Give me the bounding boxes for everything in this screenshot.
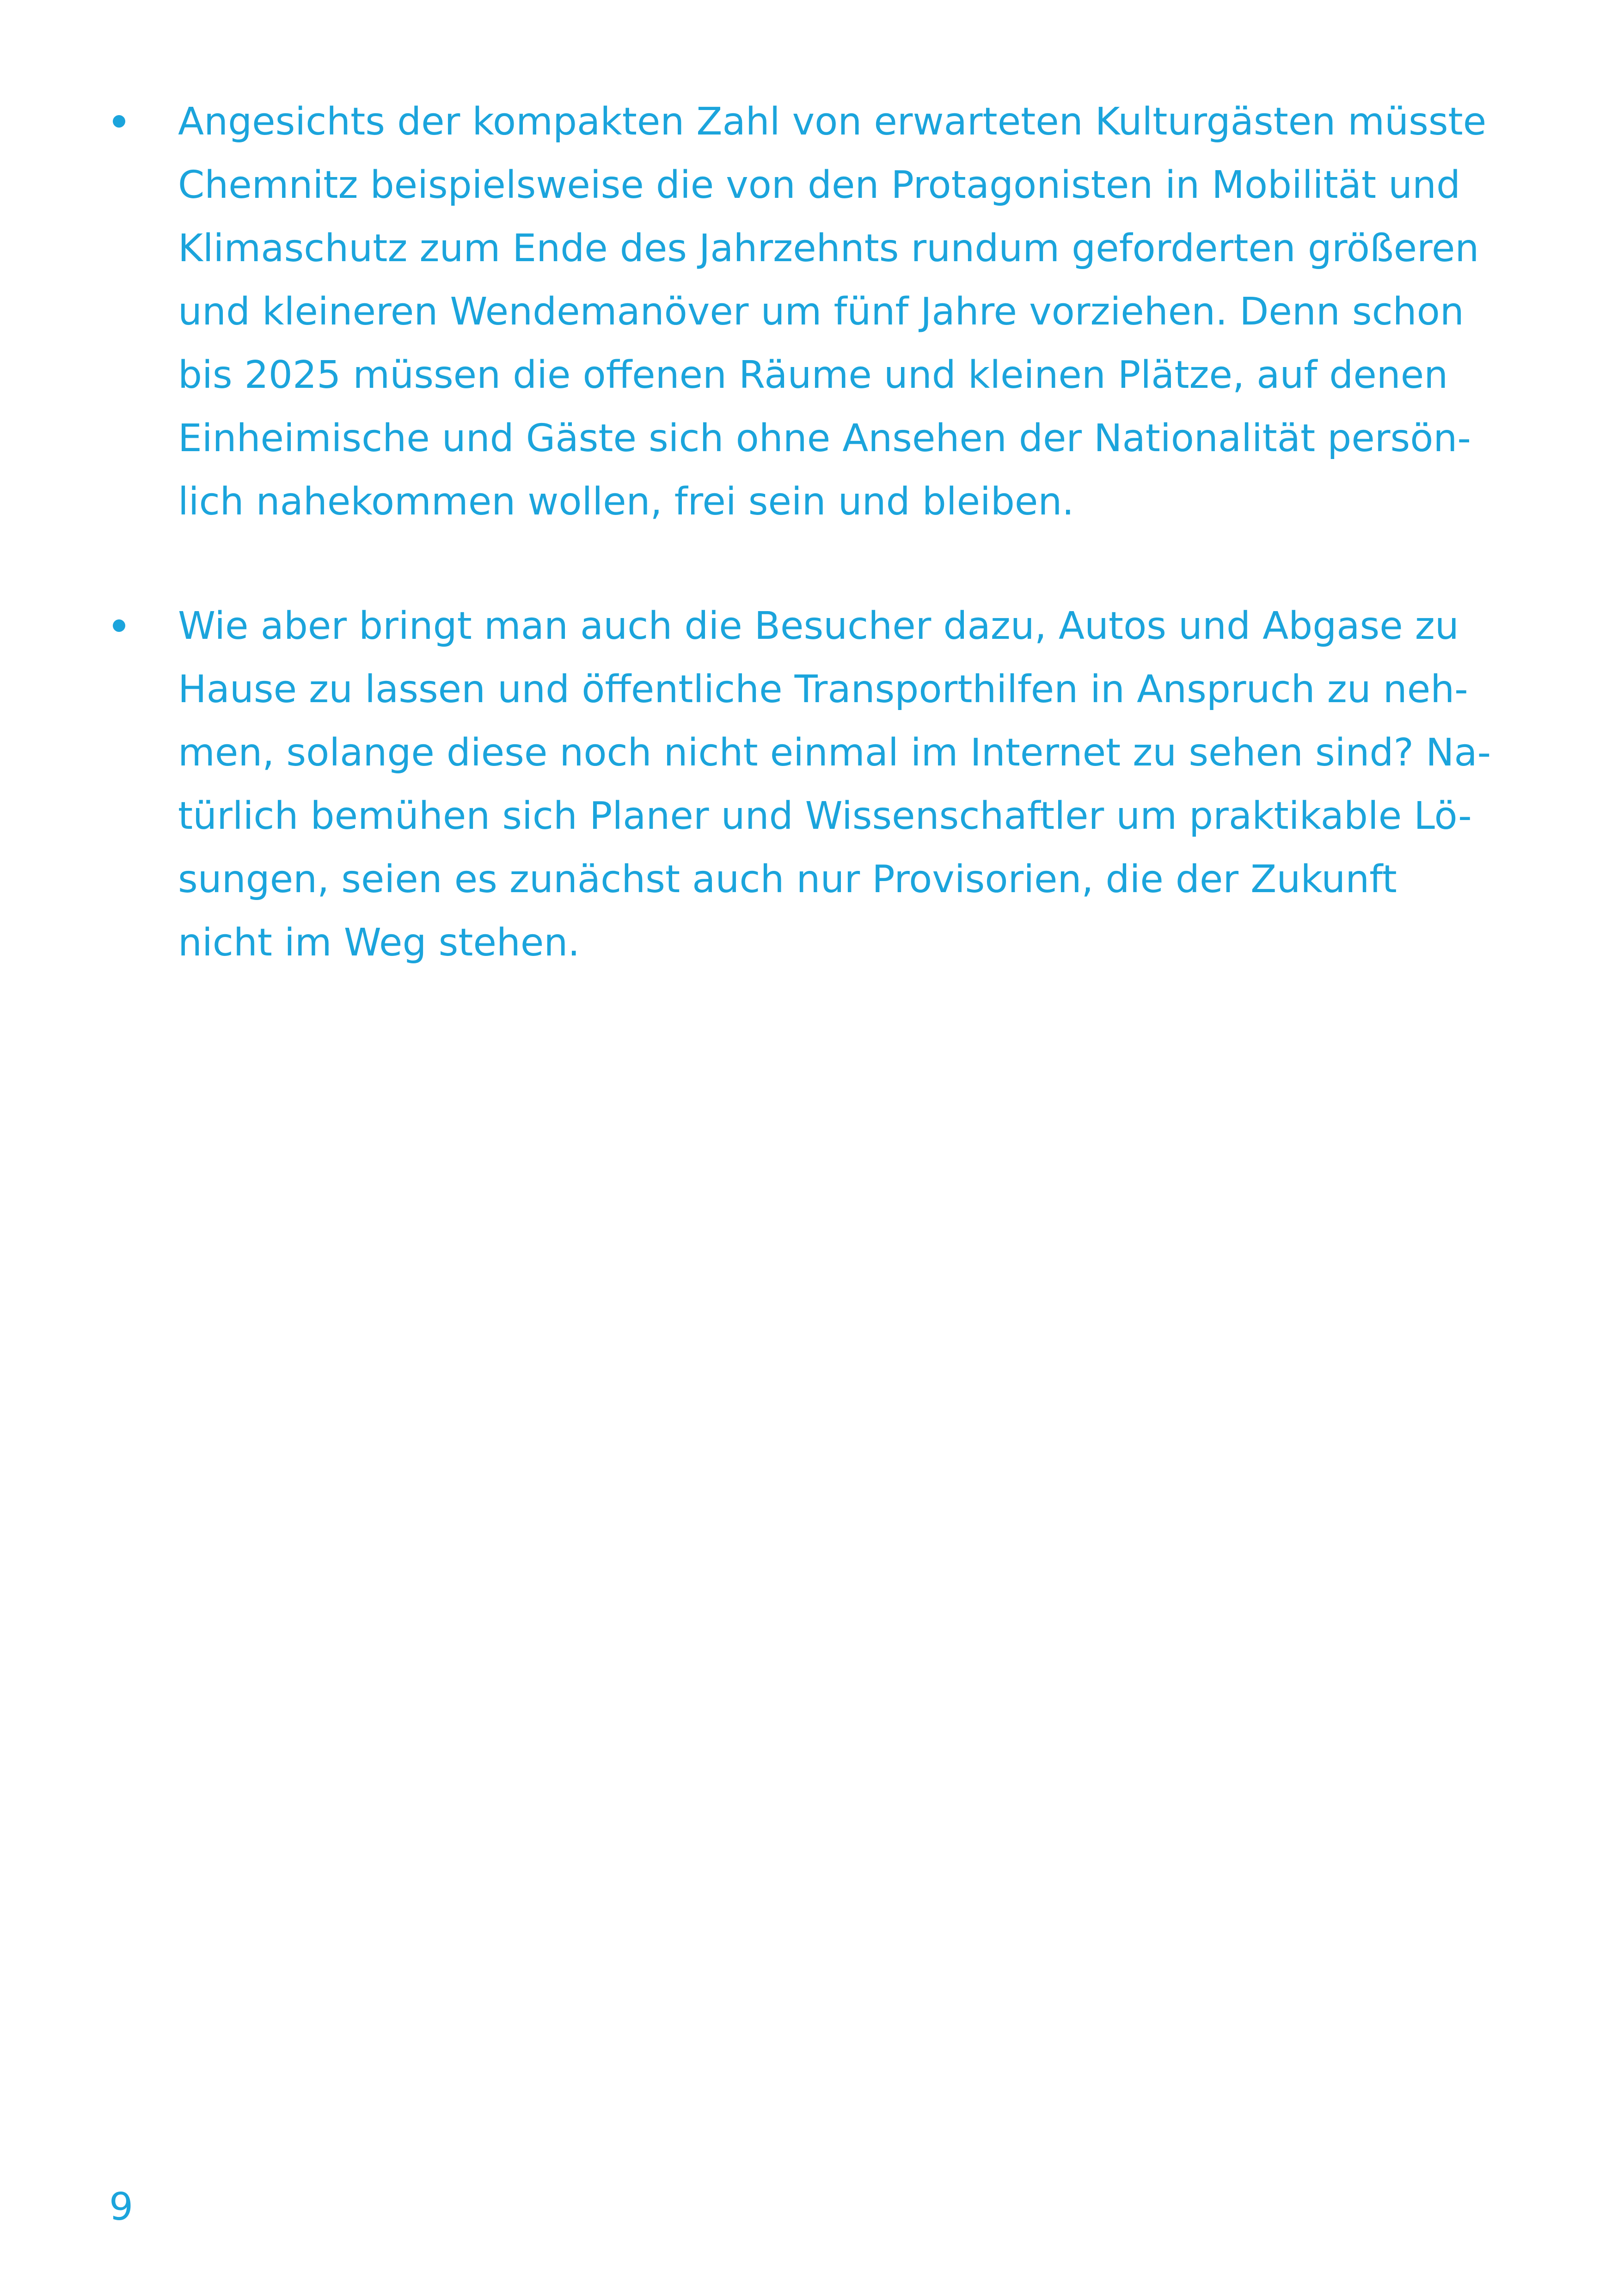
text-line: lich nahekommen wollen, frei sein und bleiben. <box>178 480 1074 524</box>
text-line: Chemnitz beispielsweise die von den Protagonisten in Mobilität und <box>178 163 1461 207</box>
bullet-icon <box>113 115 125 128</box>
list-item <box>111 594 1491 974</box>
text-line: men, solange diese noch nicht einmal im Internet zu sehen sind? Na- <box>178 731 1491 775</box>
text-line: sungen, seien es zunächst auch nur Provisorien, die der Zukunft <box>178 857 1397 901</box>
text-line: Wie aber bringt man auch die Besucher dazu, Autos und Abgase zu <box>178 604 1459 648</box>
text-line: Hause zu lassen und öffentliche Transporthilfen in Anspruch zu neh- <box>178 667 1468 711</box>
bullet-icon <box>113 619 125 632</box>
text-line: türlich bemühen sich Planer und Wissenschaftler um praktikable Lö- <box>178 794 1472 838</box>
paragraph-transport <box>178 594 1491 974</box>
list-item <box>111 90 1487 533</box>
paragraph-mobility <box>178 90 1487 533</box>
text-line: bis 2025 müssen die offenen Räume und kleinen Plätze, auf denen <box>178 353 1448 397</box>
text-line: Einheimische und Gäste sich ohne Ansehen der Nationalität persön- <box>178 416 1471 460</box>
text-line: und kleineren Wendemanöver um fünf Jahre vorziehen. Denn schon <box>178 290 1464 334</box>
bullet-list <box>111 90 1491 1035</box>
text-line: Angesichts der kompakten Zahl von erwarteten Kulturgästen müsste <box>178 100 1487 144</box>
text-line: Klimaschutz zum Ende des Jahrzehnts rundum geforderten größeren <box>178 227 1479 270</box>
page-number: 9 <box>109 2185 134 2229</box>
text-line: nicht im Weg stehen. <box>178 921 580 965</box>
